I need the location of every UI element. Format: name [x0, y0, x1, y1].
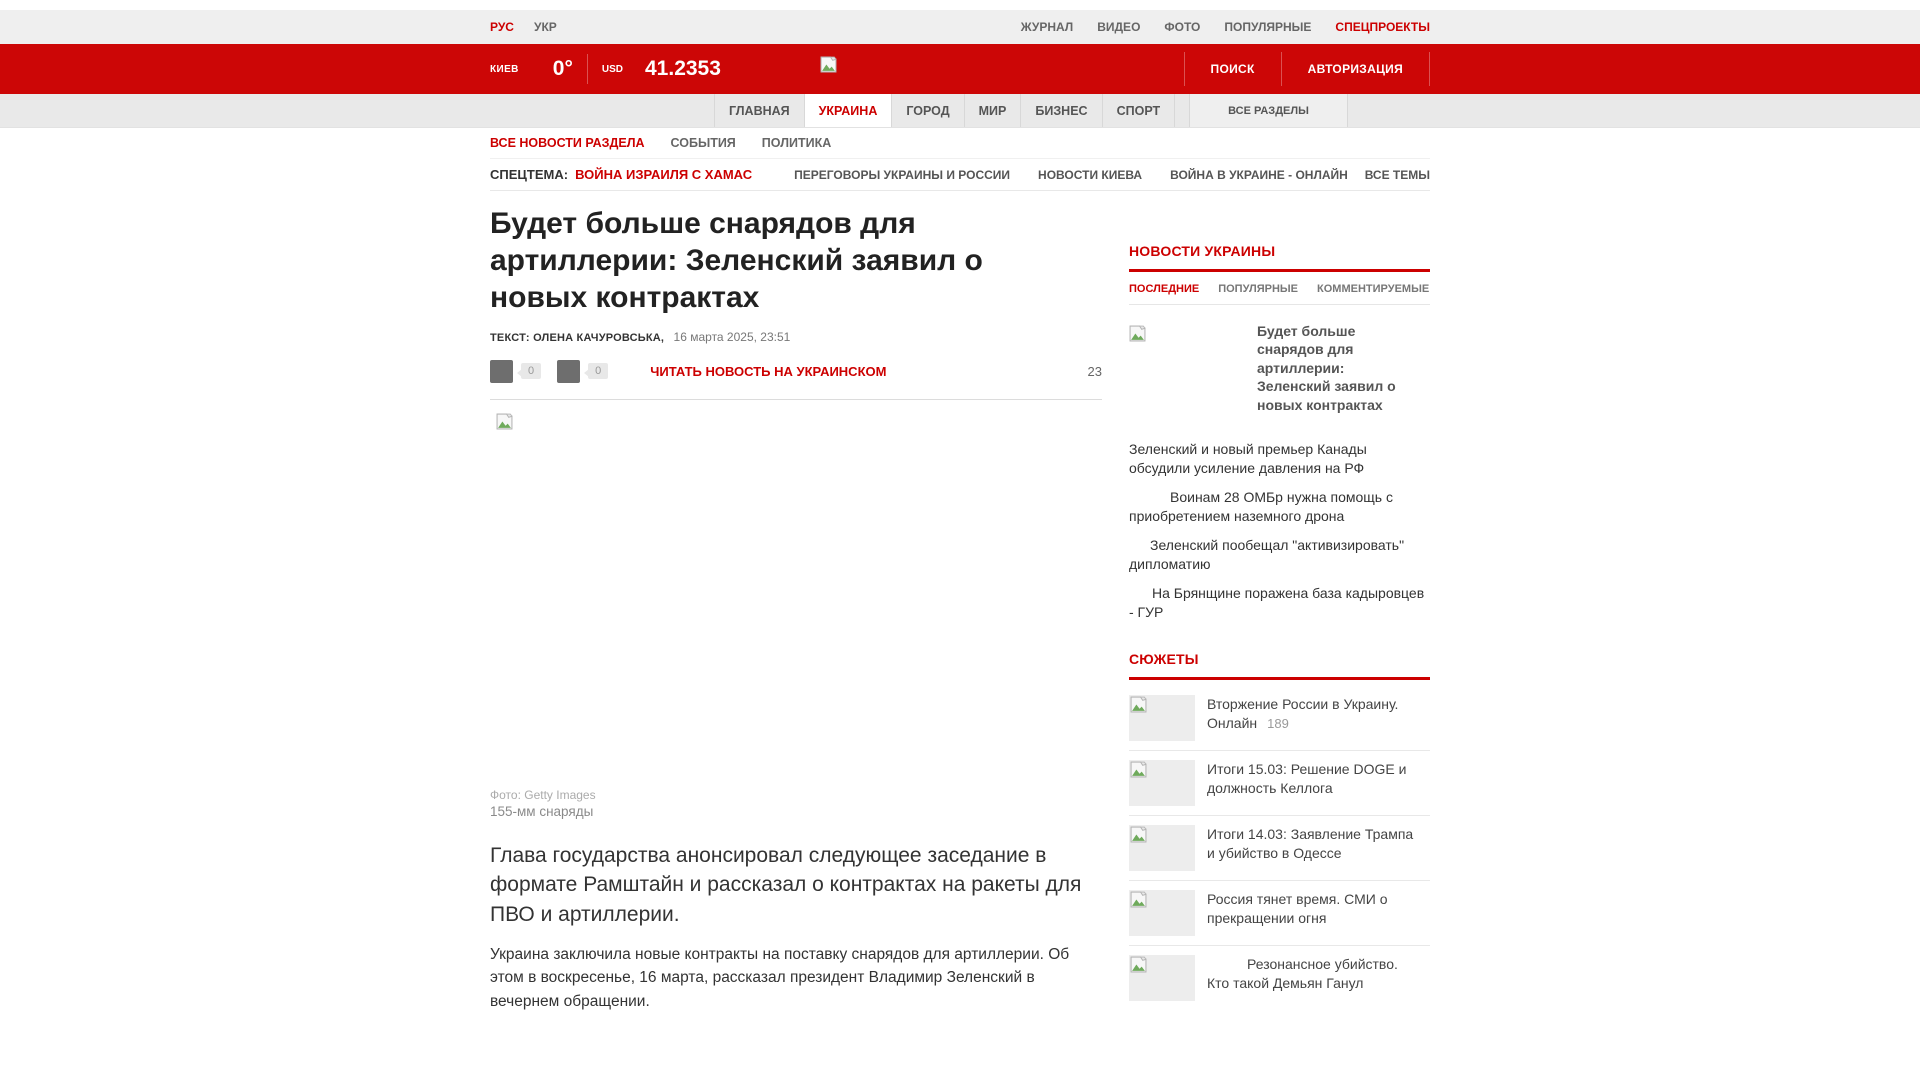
spectema-label: СПЕЦТЕМА: — [490, 167, 569, 182]
top-link-popular[interactable]: ПОПУЛЯРНЫЕ — [1224, 20, 1312, 34]
broken-image-icon — [1130, 956, 1147, 973]
sidebar-sujets-header[interactable]: СЮЖЕТЫ — [1129, 651, 1199, 668]
broken-image-icon — [1130, 826, 1147, 843]
comments-count[interactable]: 23 — [1087, 363, 1102, 379]
sujet-item[interactable] — [1129, 946, 1430, 1010]
byline-label: ТЕКСТ: — [490, 331, 530, 344]
sujet-count: 189 — [1267, 715, 1289, 731]
nav-tab-mir[interactable]: МИР — [965, 94, 1022, 127]
nav-tab-glavnaya[interactable]: ГЛАВНАЯ — [714, 94, 805, 127]
weather-temperature: 0° — [552, 57, 573, 80]
share-row — [490, 360, 1102, 400]
nav-tab-ukraina[interactable]: УКРАИНА — [805, 94, 893, 127]
nav-tab-gorod[interactable]: ГОРОД — [892, 94, 964, 127]
photo-credit: Фото: Getty Images — [490, 787, 596, 802]
weather-city[interactable]: КИЕВ — [490, 63, 519, 75]
sidebar-tab-popular[interactable]: ПОПУЛЯРНЫЕ — [1218, 283, 1299, 295]
sidebar-tab-latest[interactable]: ПОСЛЕДНИЕ — [1129, 283, 1200, 295]
site-logo-broken-image-icon[interactable] — [820, 56, 837, 73]
language-switcher — [490, 20, 557, 34]
red-rule — [1129, 269, 1430, 272]
featured-item-title[interactable]: Будет больше снарядов для артиллерии: Зеленский заявил о новых контрактах — [1257, 323, 1396, 413]
sujet-title[interactable]: Вторжение России в Украину. Онлайн — [1207, 696, 1399, 731]
sujet-title[interactable]: Резонансное убийство. Кто такой Демьян Ганул — [1207, 956, 1398, 991]
publish-date: 16 марта 2025, 23:51 — [673, 329, 791, 344]
broken-image-icon — [496, 413, 513, 430]
spectema-topic-negotiations[interactable]: ПЕРЕГОВОРЫ УКРАИНЫ И РОССИИ — [794, 167, 1011, 182]
top-service-bar — [0, 10, 1920, 44]
section-subnav — [490, 128, 1430, 159]
sidebar — [1129, 243, 1430, 1010]
spectema-highlight-link[interactable]: ВОЙНА ИЗРАИЛЯ С ХАМАС — [575, 167, 753, 182]
lang-ukr[interactable]: УКР — [533, 20, 557, 34]
spectema-bar — [490, 159, 1430, 191]
sujet-item[interactable] — [1129, 751, 1430, 816]
article-title: Будет больше снарядов для артиллерии: Зеленский заявил о новых контрактах — [490, 207, 983, 314]
currency-label[interactable]: USD — [601, 63, 623, 75]
sujet-item[interactable] — [1129, 686, 1430, 751]
article-image-placeholder — [490, 400, 1102, 788]
red-rule — [1129, 677, 1430, 680]
sujet-title[interactable]: Итоги 15.03: Решение DOGE и должность Келлога — [1207, 761, 1407, 796]
all-section-news-link[interactable]: ВСЕ НОВОСТИ РАЗДЕЛА — [490, 136, 645, 150]
lang-rus[interactable]: РУС — [490, 20, 514, 34]
share-facebook-button[interactable] — [490, 360, 513, 383]
site-header — [0, 44, 1920, 94]
sujet-thumbnail[interactable] — [1129, 955, 1195, 1001]
sidebar-tabs — [1129, 283, 1430, 305]
sidebar-news-header[interactable]: НОВОСТИ УКРАИНЫ — [1129, 243, 1276, 259]
broken-image-icon — [1130, 696, 1147, 713]
news-list-item[interactable]: На Брянщине поражена база кадыровцев - ГУР — [1129, 585, 1425, 620]
top-link-photo[interactable]: ФОТО — [1164, 20, 1201, 34]
read-in-ukrainian-link[interactable]: ЧИТАТЬ НОВОСТЬ НА УКРАИНСКОМ — [650, 363, 887, 379]
all-sections-button[interactable]: ВСЕ РАЗДЕЛЫ — [1189, 94, 1348, 127]
top-link-journal[interactable]: ЖУРНАЛ — [1020, 20, 1074, 34]
all-topics-link[interactable]: ВСЕ ТЕМЫ — [1364, 167, 1430, 182]
subnav-events[interactable]: СОБЫТИЯ — [670, 136, 736, 150]
byline-author[interactable]: ОЛЕНА КАЧУРОВСЬКА, — [533, 331, 665, 344]
photo-caption: 155-мм снаряды — [490, 803, 594, 819]
sujet-thumbnail[interactable] — [1129, 825, 1195, 871]
article — [490, 191, 1102, 1013]
top-links — [1021, 20, 1430, 34]
news-list-item[interactable]: Зеленский пообещал "активизировать" дипломатию — [1129, 537, 1405, 572]
sujet-title[interactable]: Итоги 14.03: Заявление Трампа и убийство в Одессе — [1207, 826, 1414, 861]
broken-image-icon — [1129, 325, 1146, 342]
sujet-thumbnail[interactable] — [1129, 760, 1195, 806]
share-count-badge: 0 — [588, 363, 608, 379]
article-body: Украина заключила новые контракты на поставку снарядов для артиллерии. Об этом в воскресенье, 16 марта, рассказал президент Владимир Зеленский в вечернем обращении. — [490, 946, 1070, 1010]
spectema-topic-kyiv-news[interactable]: НОВОСТИ КИЕВА — [1038, 167, 1143, 182]
nav-tab-sport[interactable]: СПОРТ — [1103, 94, 1176, 127]
auth-button[interactable]: АВТОРИЗАЦИЯ — [1307, 62, 1403, 76]
sidebar-news-list — [1129, 440, 1430, 621]
article-byline — [490, 330, 1102, 344]
broken-image-icon — [1130, 761, 1147, 778]
sidebar-featured-item[interactable] — [1129, 322, 1430, 414]
subnav-politics[interactable]: ПОЛИТИКА — [761, 136, 832, 150]
sidebar-tab-commented[interactable]: КОММЕНТИРУЕМЫЕ — [1317, 283, 1430, 295]
sujet-title[interactable]: Россия тянет время. СМИ о прекращении огня — [1207, 891, 1388, 926]
news-list-item[interactable]: Воинам 28 ОМБр нужна помощь с приобретением наземного дрона — [1129, 489, 1393, 524]
top-link-video[interactable]: ВИДЕО — [1097, 20, 1141, 34]
header-divider — [587, 54, 588, 84]
main-nav — [0, 94, 1920, 128]
search-button[interactable]: ПОИСК — [1210, 62, 1255, 76]
share-twitter-button[interactable] — [557, 360, 580, 383]
news-list-item[interactable]: Зеленский и новый премьер Канады обсудили усиление давления на РФ — [1129, 441, 1367, 476]
currency-value: 41.2353 — [645, 57, 721, 80]
sujet-item[interactable] — [1129, 816, 1430, 881]
sujet-thumbnail[interactable] — [1129, 890, 1195, 936]
top-link-specprojects[interactable]: СПЕЦПРОЕКТЫ — [1335, 20, 1430, 34]
sujet-item[interactable] — [1129, 881, 1430, 946]
sujet-list — [1129, 686, 1430, 1010]
article-lead: Глава государства анонсировал следующее заседание в формате Рамштайн и рассказал о контрактах на ракеты для ПВО и артиллерии. — [490, 843, 1082, 927]
nav-tab-biznes[interactable]: БИЗНЕС — [1021, 94, 1102, 127]
share-count-badge: 0 — [521, 363, 541, 379]
sujet-thumbnail[interactable] — [1129, 695, 1195, 741]
broken-image-icon — [1130, 891, 1147, 908]
spectema-topic-war-online[interactable]: ВОЙНА В УКРАИНЕ - ОНЛАЙН — [1170, 167, 1348, 182]
header-divider — [1429, 52, 1430, 86]
